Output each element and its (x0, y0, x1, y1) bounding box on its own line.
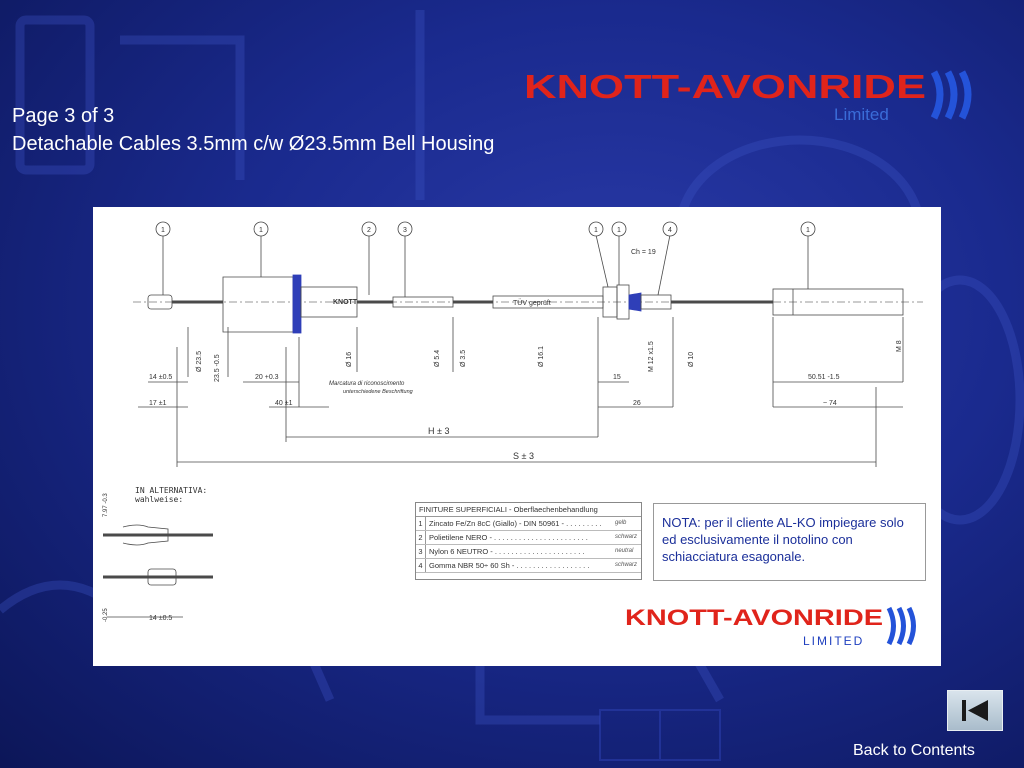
callout-6: 1 (617, 227, 621, 234)
legend-tag: gelb (615, 520, 627, 526)
alt-dim-14: 14 ±0.5 (149, 615, 173, 622)
legend-num: 3 (416, 545, 426, 558)
marking-note: Marcatura di riconoscimento (329, 381, 405, 387)
dim-235: 23.5 -0.5 (214, 354, 221, 382)
brand-logo-small (623, 600, 923, 650)
callout-2: 1 (259, 227, 263, 234)
back-to-contents-link[interactable]: Back to Contents (853, 742, 975, 759)
legend-text: Gomma NBR 50÷ 60 Sh - . . . . . . . . . . . . . . . . . . (429, 561, 590, 570)
legend-num: 1 (416, 517, 426, 530)
brand-logo (522, 68, 992, 124)
logo-sub-text: Limited (834, 105, 889, 124)
dim-d235: Ø 23.5 (196, 350, 203, 372)
dim-15: 15 (613, 374, 621, 381)
callout-1: 1 (161, 227, 165, 234)
alt-dim-025: -0.25 (103, 608, 109, 622)
callout-5: 1 (594, 227, 598, 234)
legend-tag: neutral (615, 548, 634, 554)
dim-d54: Ø 5.4 (434, 349, 441, 367)
legend-title: FINITURE SUPERFICIALI - Oberflaechenbehandlung (416, 503, 641, 517)
part-mark-tuv: TÜV geprüft (513, 300, 551, 307)
dim-s: S ± 3 (513, 451, 534, 461)
finish-legend (415, 502, 642, 580)
logo-small-brand-text: KNOTT-AVONRIDE (625, 605, 883, 630)
alternative-label-it: IN ALTERNATIVA: (135, 486, 208, 495)
slide-header (12, 102, 494, 158)
dim-d10: Ø 10 (688, 351, 695, 367)
dim-d161: Ø 16.1 (538, 345, 545, 367)
logo-small-swoosh-icon (889, 608, 914, 644)
legend-tag: schwarz (615, 534, 638, 540)
callout-8: 1 (806, 227, 810, 234)
alternative-label (135, 486, 207, 504)
logo-brand-text: KNOTT-AVONRIDE (524, 68, 926, 105)
dim-m12: M 12 x1.5 (648, 341, 655, 372)
alt-dim-797: 7.97 -0.3 (103, 493, 109, 517)
part-mark-knott: KNOTT (333, 299, 358, 306)
dim-17: 17 ±1 (149, 400, 167, 407)
logo-small-sub-text: LIMITED (803, 634, 865, 648)
dim-26: 26 (633, 400, 641, 407)
legend-row (416, 559, 641, 573)
dim-d35: Ø 3.5 (460, 349, 467, 367)
cable-drawing (93, 207, 941, 666)
note-text: NOTA: per il cliente AL-KO impiegare solo ed esclusivamente il notolino con schiacciatura esagonale. (662, 515, 904, 564)
legend-text: Polietilene NERO - . . . . . . . . . . . . . . . . . . . . . . . (429, 533, 588, 542)
legend-tag: schwarz (615, 562, 638, 568)
dim-20: 20 +0.3 (255, 374, 279, 381)
dim-m8: M 8 (896, 340, 903, 352)
legend-text: Zincato Fe/Zn 8cC (Giallo) - DIN 50961 - . . . . . . . . . (429, 519, 602, 528)
logo-swoosh-icon (934, 72, 968, 118)
marking-note-de: unterschiedene Beschriftung (343, 389, 413, 395)
dim-d16: Ø 16 (346, 351, 353, 367)
page-title: Detachable Cables 3.5mm c/w Ø23.5mm Bell Housing (12, 133, 495, 155)
part-mark-hex: Ch = 19 (631, 249, 656, 256)
callout-4: 3 (403, 227, 407, 234)
drawing-panel (93, 207, 941, 666)
first-page-icon (948, 691, 1002, 730)
dim-40: 40 ±1 (275, 400, 293, 407)
dim-50: 50.51 -1.5 (808, 374, 840, 381)
callout-3: 2 (367, 227, 371, 234)
dim-h: H ± 3 (428, 426, 450, 436)
legend-num: 4 (416, 559, 426, 572)
note-box (653, 503, 926, 581)
dim-14: 14 ±0.5 (149, 374, 173, 381)
page-indicator: Page 3 of 3 (12, 105, 115, 127)
dim-74: ~ 74 (823, 400, 837, 407)
legend-row (416, 545, 641, 559)
callout-7: 4 (668, 227, 672, 234)
alternative-label-de: wahlweise: (135, 495, 184, 504)
legend-row (416, 517, 641, 531)
first-page-button[interactable] (947, 690, 1003, 731)
legend-num: 2 (416, 531, 426, 544)
legend-text: Nylon 6 NEUTRO - . . . . . . . . . . . . . . . . . . . . . . (429, 547, 585, 556)
legend-row (416, 531, 641, 545)
